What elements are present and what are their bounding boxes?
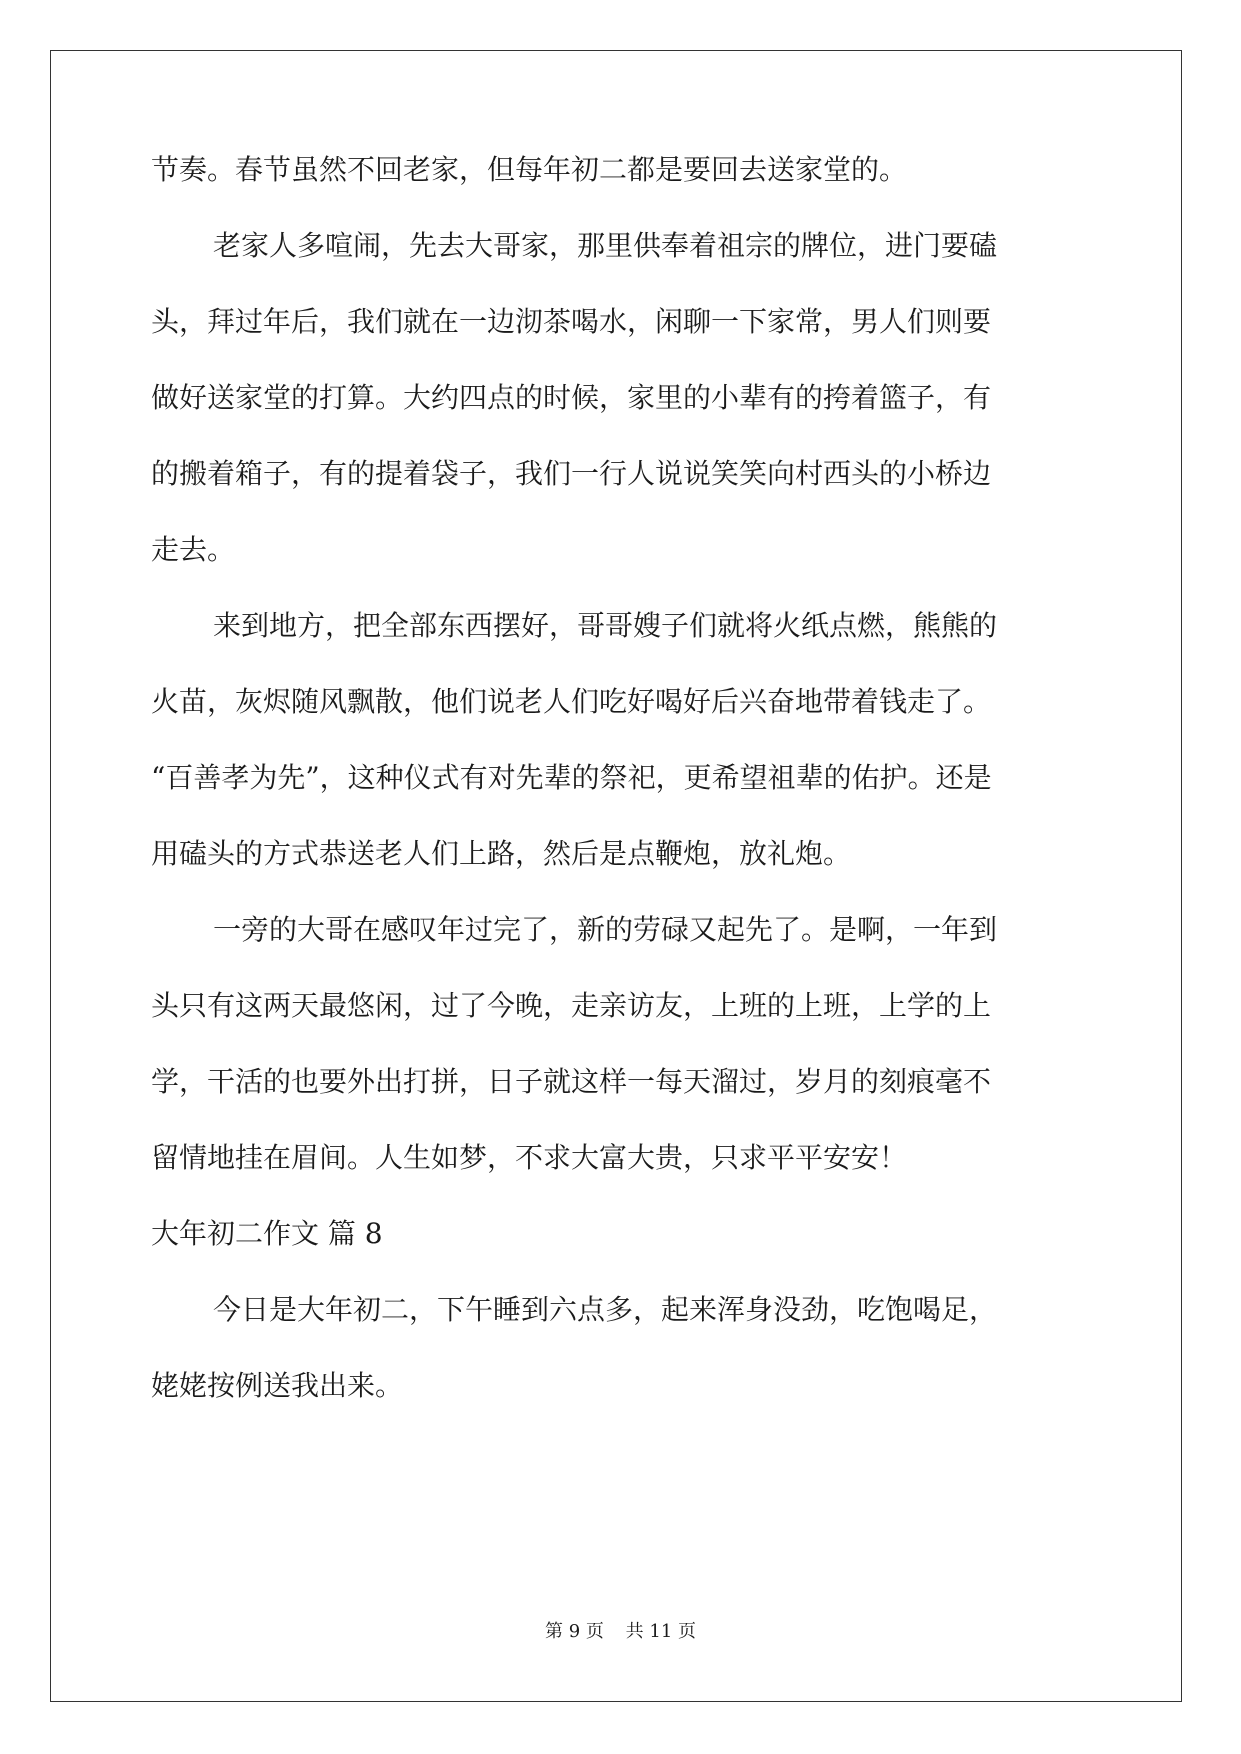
- page-number-total: 共 11 页: [625, 1621, 696, 1642]
- paragraph-start-line: 一旁的大哥在感叹年过完了，新的劳碌又起先了。是啊，一年到: [213, 913, 998, 946]
- text-line: “百善孝为先”，这种仪式有对先辈的祭祀，更希望祖辈的佑护。还是: [151, 761, 992, 794]
- text-line: 火苗，灰烬随风飘散，他们说老人们吃好喝好后兴奋地带着钱走了。: [151, 685, 992, 718]
- page-border: [50, 50, 1182, 1702]
- text-line: 留情地挂在眉间。人生如梦，不求大富大贵，只求平平安安！: [151, 1141, 908, 1174]
- page-footer: [0, 1620, 1241, 1644]
- text-line: 走去。: [151, 533, 236, 566]
- section-heading: 大年初二作文 篇 8: [151, 1217, 383, 1250]
- text-line: 头，拜过年后，我们就在一边沏茶喝水，闲聊一下家常，男人们则要: [151, 305, 992, 338]
- text-line: 头只有这两天最悠闲，过了今晚，走亲访友，上班的上班，上学的上: [151, 989, 992, 1022]
- paragraph-start-line: 老家人多喧闹，先去大哥家，那里供奉着祖宗的牌位，进门要磕: [213, 229, 998, 262]
- text-line: 学，干活的也要外出打拼，日子就这样一每天溜过，岁月的刻痕毫不: [151, 1065, 992, 1098]
- text-line: 做好送家堂的打算。大约四点的时候，家里的小辈有的挎着篮子，有: [151, 381, 992, 414]
- text-line: 姥姥按例送我出来。: [151, 1369, 404, 1402]
- text-line: 的搬着箱子，有的提着袋子，我们一行人说说笑笑向村西头的小桥边: [151, 457, 992, 490]
- page-number-current: 第 9 页: [545, 1621, 604, 1642]
- text-line: 用磕头的方式恭送老人们上路，然后是点鞭炮，放礼炮。: [151, 837, 852, 870]
- paragraph-start-line: 今日是大年初二，下午睡到六点多，起来浑身没劲，吃饱喝足，: [213, 1293, 998, 1326]
- text-line: 节奏。春节虽然不回老家，但每年初二都是要回去送家堂的。: [151, 153, 908, 186]
- paragraph-start-line: 来到地方，把全部东西摆好，哥哥嫂子们就将火纸点燃，熊熊的: [213, 609, 998, 642]
